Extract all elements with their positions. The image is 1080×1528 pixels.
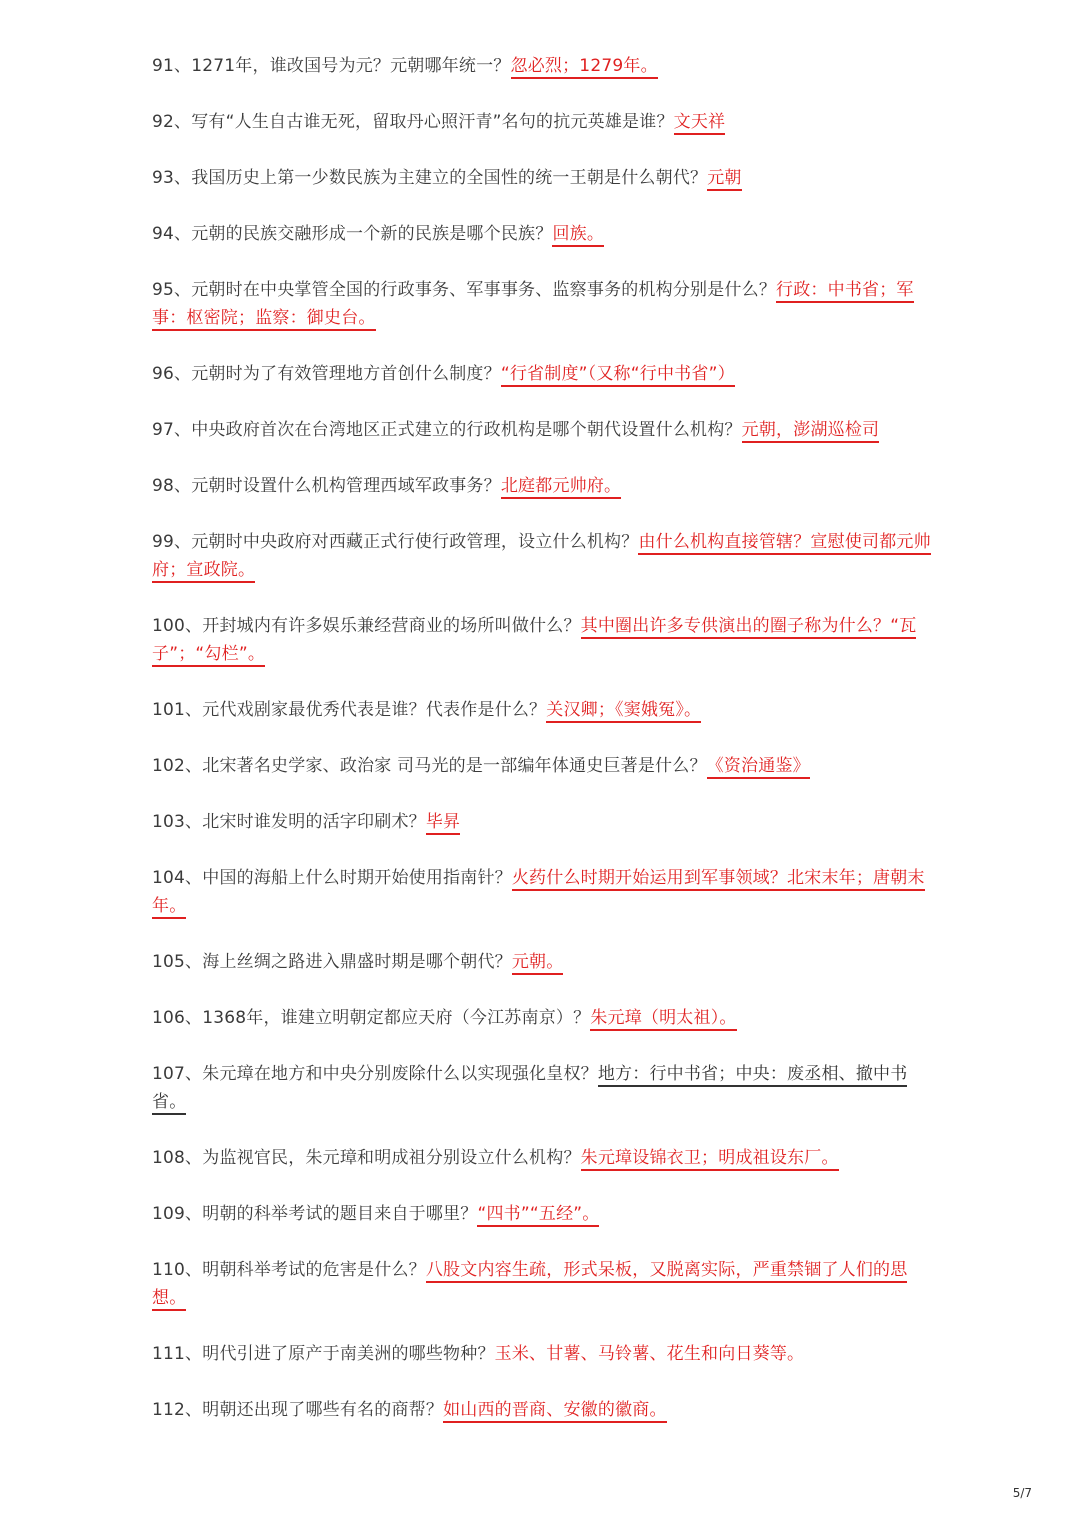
qa-item [152, 1200, 932, 1228]
question-text: 108、为监视官民，朱元璋和明成祖分别设立什么机构？ [152, 1148, 581, 1168]
answer-text: 文天祥 [674, 112, 726, 135]
question-text: 109、明朝的科举考试的题目来自于哪里？ [152, 1204, 478, 1224]
qa-item [152, 808, 932, 836]
qa-item [152, 528, 932, 584]
qa-item [152, 220, 932, 248]
question-text: 100、开封城内有许多娱乐兼经营商业的场所叫做什么？ [152, 616, 581, 636]
answer-text: 行政：中书省；军事：枢密院；监察：御史台。 [152, 280, 914, 331]
question-text: 97、中央政府首次在台湾地区正式建立的行政机构是哪个朝代设置什么机构？ [152, 420, 742, 440]
question-text: 94、元朝的民族交融形成一个新的民族是哪个民族？ [152, 224, 553, 244]
question-text: 91、1271年，谁改国号为元？元朝哪年统一？ [152, 56, 511, 76]
qa-item [152, 1004, 932, 1032]
qa-item [152, 1060, 932, 1116]
qa-item [152, 1144, 932, 1172]
qa-item [152, 472, 932, 500]
question-text: 106、1368年，谁建立明朝定都应天府（今江苏南京）？ [152, 1008, 591, 1028]
question-text: 104、中国的海船上什么时期开始使用指南针？ [152, 868, 512, 888]
question-text: 93、我国历史上第一少数民族为主建立的全国性的统一王朝是什么朝代？ [152, 168, 708, 188]
question-text: 103、北宋时谁发明的活字印刷术？ [152, 812, 426, 832]
answer-text: 北庭都元帅府。 [501, 476, 621, 499]
question-text: 99、元朝时中央政府对西藏正式行使行政管理，设立什么机构？ [152, 532, 639, 552]
answer-text: 忽必烈；1279年。 [511, 56, 658, 79]
answer-text: “四书”“五经”。 [477, 1204, 599, 1227]
qa-list [152, 52, 932, 1452]
answer-text: “行省制度”（又称“行中书省”） [501, 364, 735, 387]
answer-text: 朱元璋设锦衣卫；明成祖设东厂。 [581, 1148, 839, 1171]
question-text: 92、写有“人生自古谁无死，留取丹心照汗青”名句的抗元英雄是谁？ [152, 112, 674, 132]
qa-item [152, 1396, 932, 1424]
answer-text: 元朝，澎湖巡检司 [742, 420, 880, 443]
qa-item [152, 752, 932, 780]
question-text: 107、朱元璋在地方和中央分别废除什么以实现强化皇权？ [152, 1064, 598, 1084]
answer-text: 朱元璋（明太祖）。 [590, 1008, 736, 1031]
qa-item [152, 612, 932, 668]
qa-item [152, 696, 932, 724]
qa-item [152, 416, 932, 444]
question-text: 98、元朝时设置什么机构管理西域军政事务？ [152, 476, 501, 496]
qa-item [152, 360, 932, 388]
qa-item [152, 164, 932, 192]
page-number: 5/7 [1012, 1486, 1032, 1500]
qa-item [152, 108, 932, 136]
answer-text: 毕昇 [426, 812, 460, 835]
qa-item [152, 948, 932, 976]
answer-text: 火药什么时期开始运用到军事领域？北宋末年；唐朝末年。 [152, 868, 925, 919]
answer-text: 其中圈出许多专供演出的圈子称为什么？“瓦子”；“勾栏”。 [152, 616, 916, 667]
question-text: 111、明代引进了原产于南美洲的哪些物种？ [152, 1344, 495, 1364]
qa-item [152, 52, 932, 80]
question-text: 105、海上丝绸之路进入鼎盛时期是哪个朝代？ [152, 952, 512, 972]
question-text: 96、元朝时为了有效管理地方首创什么制度？ [152, 364, 501, 384]
qa-item [152, 864, 932, 920]
answer-text: 关汉卿；《窦娥冤》。 [546, 700, 701, 723]
qa-item [152, 1340, 932, 1368]
question-text: 95、元朝时在中央掌管全国的行政事务、军事事务、监察事务的机构分别是什么？ [152, 280, 777, 300]
answer-text: 《资治通鉴》 [707, 756, 810, 779]
answer-text: 玉米、甘薯、马铃薯、花生和向日葵等。 [494, 1344, 805, 1364]
question-text: 101、元代戏剧家最优秀代表是谁？代表作是什么？ [152, 700, 547, 720]
answer-text: 元朝。 [512, 952, 564, 975]
answer-text: 如山西的晋商、安徽的徽商。 [443, 1400, 667, 1423]
answer-text: 回族。 [552, 224, 604, 247]
answer-text: 由什么机构直接管辖？宣慰使司都元帅府；宣政院。 [152, 532, 931, 583]
qa-item [152, 1256, 932, 1312]
answer-text: 元朝 [707, 168, 741, 191]
question-text: 110、明朝科举考试的危害是什么？ [152, 1260, 426, 1280]
answer-text: 地方：行中书省；中央：废丞相、撤中书省。 [152, 1064, 907, 1115]
answer-text: 八股文内容生疏，形式呆板，又脱离实际，严重禁锢了人们的思想。 [152, 1260, 907, 1311]
question-text: 112、明朝还出现了哪些有名的商帮？ [152, 1400, 444, 1420]
qa-item [152, 276, 932, 332]
question-text: 102、北宋著名史学家、政治家 司马光的是一部编年体通史巨著是什么？ [152, 756, 707, 776]
